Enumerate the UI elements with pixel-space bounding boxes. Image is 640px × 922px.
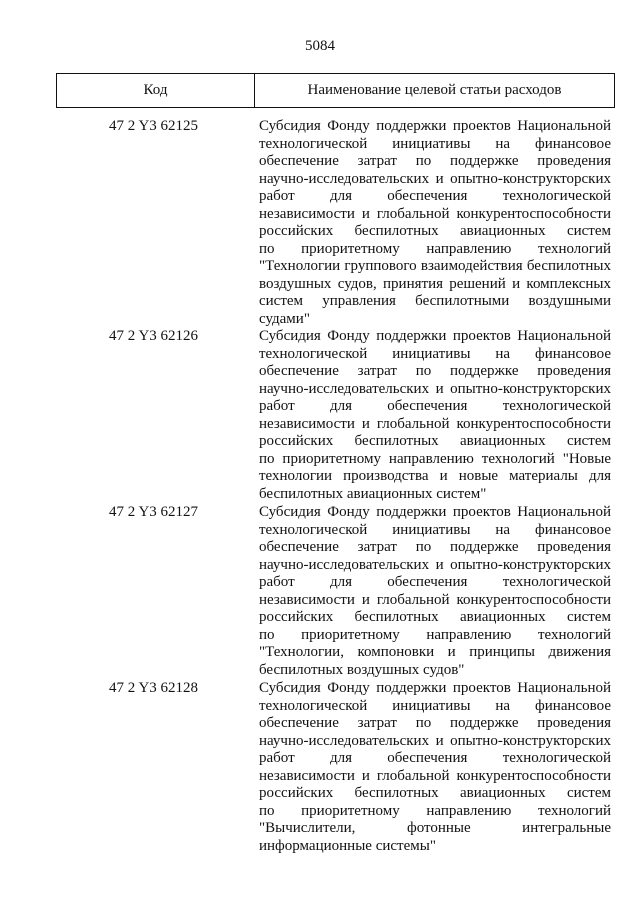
description-line: научно-исследовательских и опытно-конструкторских [259,380,611,397]
description-line: по приоритетному направлению технологий "Новые [259,450,611,467]
table-header [56,73,615,108]
description-line: "Технологии, компоновки и принципы движения [259,644,611,660]
description-line: информационные системы" [259,837,436,854]
description-line: по приоритетному направлению технологий [259,802,611,819]
row-description [259,328,611,503]
row-description [259,118,611,328]
description-line: систем управления беспилотными воздушными [259,293,611,309]
description-line: воздушных судов, принятия решений и комплексных [259,275,611,292]
row-code: 47 2 Y3 62126 [109,328,199,344]
description-line: по приоритетному направлению технологий [259,626,611,643]
row-code: 47 2 Y3 62125 [109,118,199,134]
header-name: Наименование целевой статьи расходов [307,82,562,98]
description-line: независимости и глобальной конкурентоспособности [259,591,611,608]
description-line: Субсидия Фонду поддержки проектов Национальной [259,328,611,344]
description-line: независимости и глобальной конкурентоспособности [259,415,611,432]
description-line: обеспечение затрат по поддержке проведения [259,715,611,731]
description-line: беспилотных авиационных систем" [259,485,487,502]
description-line: российских беспилотных авиационных систем [259,223,611,239]
description-line: научно-исследовательских и опытно-конструкторских [259,170,611,187]
page-number: 5084 [305,38,335,54]
description-line: независимости и глобальной конкурентоспособности [259,767,611,784]
header-code: Код [57,74,255,107]
description-line: Субсидия Фонду поддержки проектов Национальной [259,680,611,696]
row-description [259,680,611,855]
description-line: Субсидия Фонду поддержки проектов Национальной [259,504,611,520]
description-line: беспилотных воздушных судов" [259,661,465,678]
description-line: по приоритетному направлению технологий [259,240,611,257]
description-line: "Технологии группового взаимодействия беспилотных [259,258,611,274]
description-line: технологической инициативы на финансовое [259,521,611,538]
description-line: обеспечение затрат по поддержке проведения [259,539,611,555]
description-line: Субсидия Фонду поддержки проектов Национальной [259,118,611,134]
description-line: научно-исследовательских и опытно-конструкторских [259,556,611,573]
description-line: российских беспилотных авиационных систем [259,785,611,801]
description-line: российских беспилотных авиационных систем [259,609,611,625]
description-line: обеспечение затрат по поддержке проведения [259,153,611,169]
row-code: 47 2 Y3 62128 [109,680,199,696]
description-line: технологии производства и новые материалы для [259,468,611,484]
description-line: обеспечение затрат по поддержке проведения [259,363,611,379]
description-line: научно-исследовательских и опытно-конструкторских [259,732,611,749]
row-code: 47 2 Y3 62127 [109,504,199,520]
description-line: российских беспилотных авиационных систем [259,433,611,449]
description-line: судами" [259,310,310,327]
description-line: "Вычислители, фотонные интегральные [259,820,611,836]
row-description [259,504,611,679]
description-line: работ для обеспечения технологической [259,188,611,204]
description-line: работ для обеспечения технологической [259,574,611,590]
description-line: независимости и глобальной конкурентоспособности [259,205,611,222]
description-line: технологической инициативы на финансовое [259,345,611,362]
description-line: технологической инициативы на финансовое [259,135,611,152]
description-line: технологической инициативы на финансовое [259,697,611,714]
description-line: работ для обеспечения технологической [259,398,611,414]
description-line: работ для обеспечения технологической [259,750,611,766]
